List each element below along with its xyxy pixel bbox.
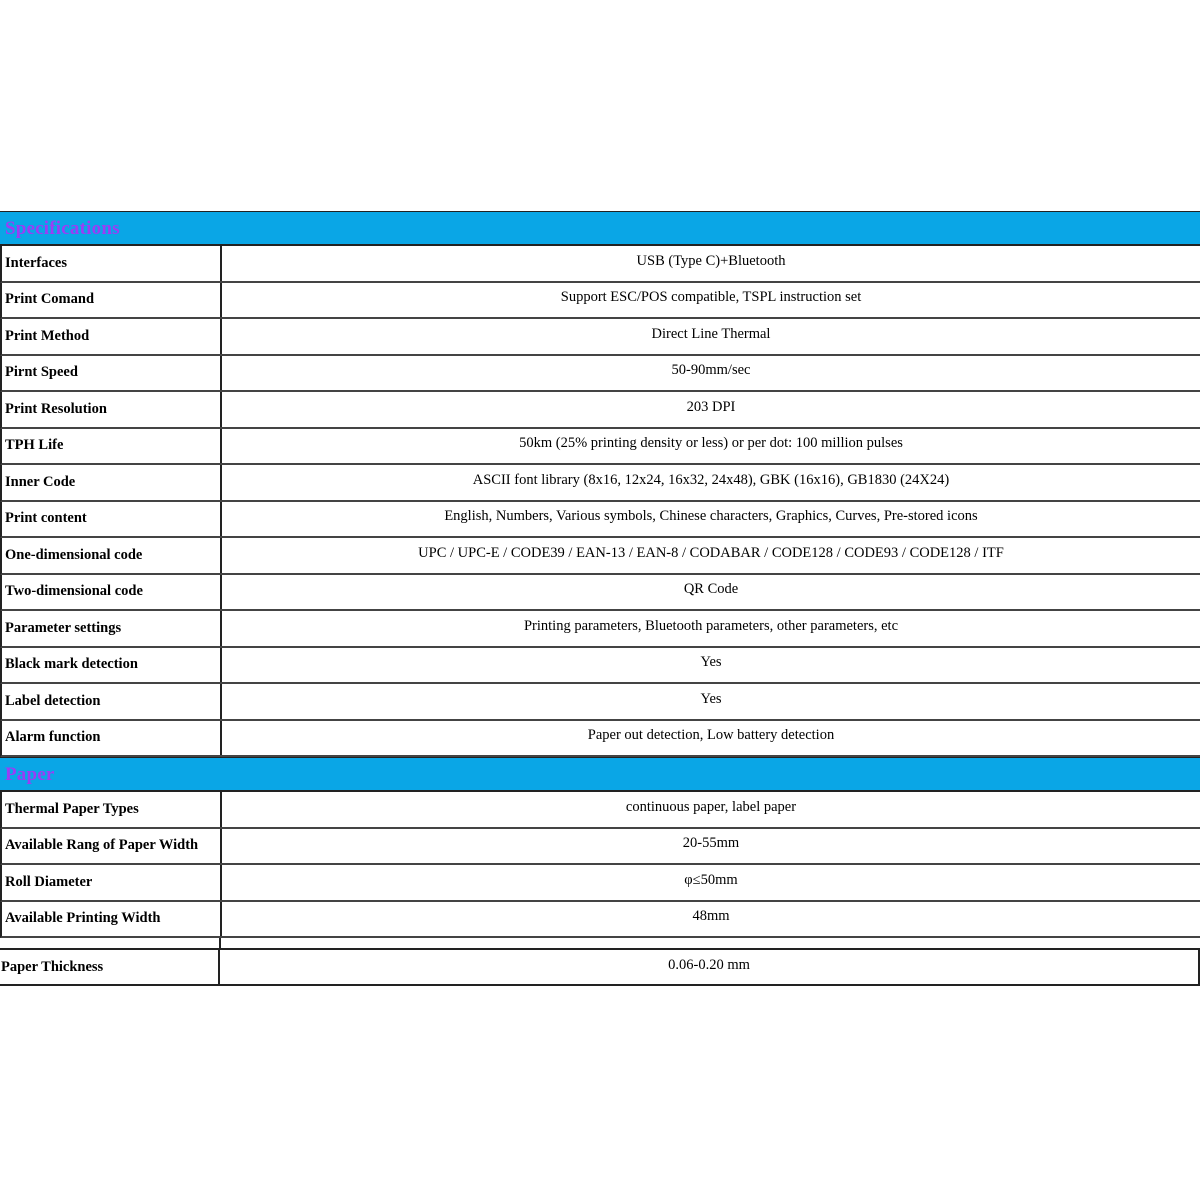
table-row [0, 502, 1200, 539]
table-row [0, 392, 1200, 429]
table-row [0, 829, 1200, 866]
row-value: 50km (25% printing density or less) or per dot: 100 million pulses [519, 435, 903, 452]
table-row [0, 465, 1200, 502]
row-label: Black mark detection [2, 648, 222, 683]
row-label: Alarm function [2, 721, 222, 756]
row-label: Roll Diameter [2, 865, 222, 900]
row-value: continuous paper, label paper [625, 798, 797, 815]
row-value: Printing parameters, Bluetooth parameters, other parameters, etc [523, 617, 899, 634]
row-value: φ≤50mm [684, 871, 738, 888]
table-row [0, 356, 1200, 393]
section-title: Specifications [5, 218, 120, 239]
row-label: Print Method [2, 319, 222, 354]
table-row [0, 283, 1200, 320]
row-label: One-dimensional code [2, 538, 222, 573]
row-label: Thermal Paper Types [2, 792, 222, 827]
row-value: Direct Line Thermal [651, 325, 771, 342]
row-label: Available Rang of Paper Width [2, 829, 222, 864]
spec-table [0, 211, 1200, 986]
table-row [0, 721, 1200, 758]
row-value: Support ESC/POS compatible, TSPL instruction set [560, 289, 862, 306]
row-value: UPC / UPC-E / CODE39 / EAN-13 / EAN-8 / CODABAR / CODE128 / CODE93 / CODE128 / ITF [418, 544, 1004, 561]
column-divider [219, 938, 221, 948]
row-label: Interfaces [2, 246, 222, 281]
row-value: ASCII font library (8x16, 12x24, 16x32, 24x48), GBK (16x16), GB1830 (24X24) [472, 471, 950, 488]
row-value: 50-90mm/sec [671, 362, 751, 379]
row-label: Print content [2, 502, 222, 537]
row-value: 48mm [692, 908, 730, 925]
table-row [0, 575, 1200, 612]
row-value: 203 DPI [686, 398, 736, 415]
table-row [0, 684, 1200, 721]
table-row [0, 538, 1200, 575]
row-label: Print Comand [2, 283, 222, 318]
row-label: Parameter settings [2, 611, 222, 646]
row-label: Paper Thickness [0, 950, 220, 984]
table-row [0, 948, 1200, 986]
table-row [0, 865, 1200, 902]
row-value: Paper out detection, Low battery detection [587, 727, 835, 744]
row-label: Pirnt Speed [2, 356, 222, 391]
row-value: USB (Type C)+Bluetooth [636, 252, 786, 269]
row-value: QR Code [683, 581, 739, 598]
table-row [0, 648, 1200, 685]
row-label: Print Resolution [2, 392, 222, 427]
row-label: TPH Life [2, 429, 222, 464]
row-value: English, Numbers, Various symbols, Chinese characters, Graphics, Curves, Pre-stored icons [444, 508, 978, 525]
row-value: 20-55mm [682, 835, 740, 852]
row-label: Available Printing Width [2, 902, 222, 937]
section-header-specifications [0, 211, 1200, 246]
table-row [0, 611, 1200, 648]
row-label: Two-dimensional code [2, 575, 222, 610]
row-label: Label detection [2, 684, 222, 719]
table-row [0, 902, 1200, 939]
section-header-paper [0, 757, 1200, 792]
row-value: Yes [700, 654, 722, 671]
row-value: 0.06-0.20 mm [668, 956, 750, 973]
table-row [0, 319, 1200, 356]
row-label: Inner Code [2, 465, 222, 500]
table-row [0, 792, 1200, 829]
section-title: Paper [5, 764, 55, 785]
table-row [0, 429, 1200, 466]
table-row [0, 246, 1200, 283]
row-value: Yes [700, 690, 722, 707]
